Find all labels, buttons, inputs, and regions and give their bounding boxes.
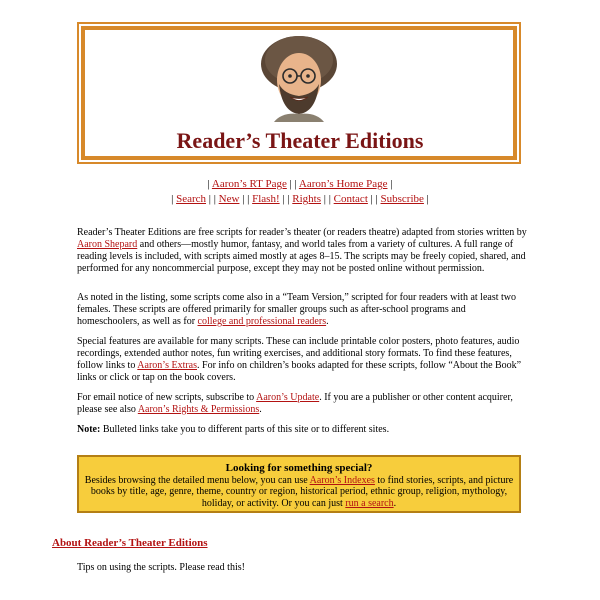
link-aaron-shepard[interactable]: Aaron Shepard <box>77 239 138 250</box>
intro-paragraph-2 <box>77 292 527 328</box>
page-title: Reader’s Theater Editions <box>176 128 424 153</box>
special-heading: Looking for something special? <box>225 462 373 474</box>
text: As noted in the listing, some scripts come also in a “Team Version,” scripted for four readers with at least two females. These scripts are offered primarily for smaller groups such as after-school programs and homeschoolers, as well as for <box>77 292 517 327</box>
link-rights-permissions[interactable]: Aaron’s Rights & Permissions <box>137 404 260 415</box>
author-portrait-icon <box>252 34 346 122</box>
text: Bulleted links take you to different parts of this site or to different sites. <box>100 424 390 435</box>
section-link-about[interactable]: About Reader’s Theater Editions <box>52 537 208 549</box>
text: and others—mostly humor, fantasy, and world tales from a variety of cultures. A full range of reading levels is included, with scripts aimed mostly at ages 8–15. The scripts may be freely copied, shared, and performed for any noncommercial purpose, except they may not be posted online without permission. <box>77 239 526 274</box>
note-paragraph <box>77 424 527 436</box>
text: . <box>259 404 262 415</box>
text: to find stories, scripts, and picture books by title, age, genre, theme, country or region, historical period, ethnic group, religion, mythology, holiday, or activity. Or you can just <box>90 474 514 509</box>
intro-paragraph-3 <box>77 336 527 384</box>
link-run-search[interactable]: run a search <box>345 497 394 509</box>
nav-link-flash[interactable]: Flash! <box>252 193 280 205</box>
link-aarons-update[interactable]: Aaron’s Update <box>256 392 320 403</box>
text: Special features are available for many scripts. These can include printable color posters, photo features, audio recordings, extended author notes, fun writing exercises, and additional story formats. To find these features, follow links to <box>77 336 520 371</box>
special-body <box>79 475 519 510</box>
nav-link-search[interactable]: Search <box>176 193 207 205</box>
text: Reader’s Theater Editions are free scripts for reader’s theater (or readers theatre) adapted from stories written by <box>77 227 527 238</box>
link-aarons-extras[interactable]: Aaron’s Extras <box>137 360 198 371</box>
text: . <box>326 316 329 327</box>
text: For email notice of new scripts, subscribe to <box>77 392 257 403</box>
top-nav-row2: | Search | | New | | Flash! | | Rights | | Contact | | Subscribe | <box>171 193 429 205</box>
text: . For info on children’s books adapted for these scripts, follow “About the Book” links or click or tap on the book covers. <box>77 360 522 383</box>
nav-link-home-page[interactable]: Aaron’s Home Page <box>298 178 388 190</box>
text: Besides browsing the detailed menu below, you can use <box>84 474 310 486</box>
special-callout <box>77 455 521 513</box>
text: . If you are a publisher or other content acquirer, please see also <box>77 392 513 415</box>
intro-paragraph-1 <box>77 227 527 275</box>
nav-link-new[interactable]: New <box>218 193 240 205</box>
section-description: Tips on using the scripts. Please read this! <box>77 562 245 573</box>
nav-link-rt-page[interactable]: Aaron’s RT Page <box>211 178 287 190</box>
nav-link-contact[interactable]: Contact <box>333 193 368 205</box>
link-aarons-indexes[interactable]: Aaron’s Indexes <box>309 474 375 486</box>
top-nav-row1: | Aaron’s RT Page | | Aaron’s Home Page | <box>207 178 393 190</box>
nav-link-subscribe[interactable]: Subscribe <box>380 193 424 205</box>
nav-link-rights[interactable]: Rights <box>292 193 321 205</box>
text: . <box>393 497 397 509</box>
note-label: Note: <box>77 424 101 435</box>
intro-paragraph-4 <box>77 392 527 416</box>
link-college-readers[interactable]: college and professional readers <box>197 316 327 327</box>
